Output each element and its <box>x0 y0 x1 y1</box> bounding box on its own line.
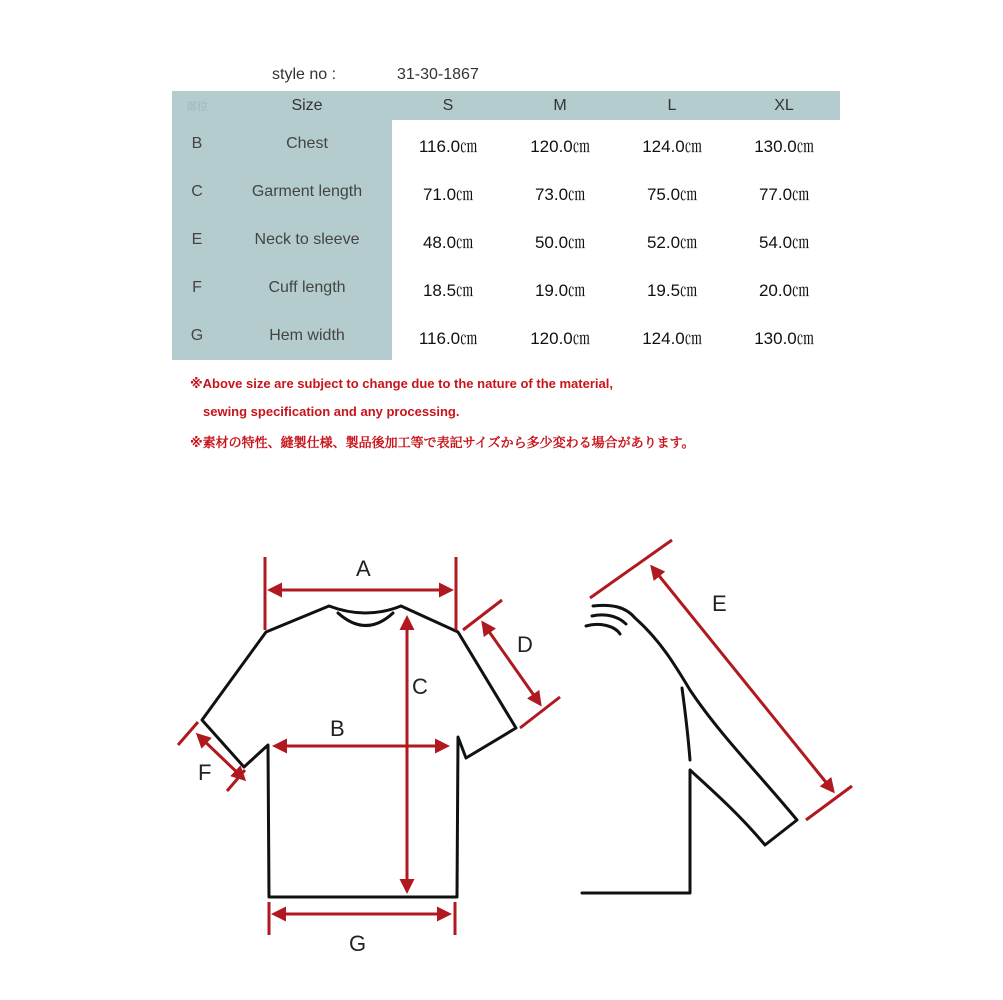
size-note-english-line1: ※Above size are subject to change due to the nature of the material, <box>190 376 613 391</box>
row-value: 120.0㎝ <box>504 120 616 168</box>
label-a: A <box>356 556 371 581</box>
row-name: Cuff length <box>222 264 392 312</box>
measurement-guides <box>178 540 852 935</box>
size-note-japanese: ※素材の特性、縫製仕様、製品後加工等で表記サイズから多少変わる場合があります。 <box>190 435 695 450</box>
style-number-value: 31-30-1867 <box>397 66 479 83</box>
row-value: 48.0㎝ <box>392 216 504 264</box>
table-row <box>172 120 840 168</box>
row-value: 20.0㎝ <box>728 264 840 312</box>
row-value: 71.0㎝ <box>392 168 504 216</box>
row-value: 19.0㎝ <box>504 264 616 312</box>
table-row <box>172 216 840 264</box>
row-code: E <box>172 216 222 264</box>
row-value: 52.0㎝ <box>616 216 728 264</box>
size-header-row <box>172 91 840 120</box>
style-number-label: style no : <box>272 66 337 83</box>
label-d: D <box>517 632 533 657</box>
size-note-english-line2: sewing specification and any processing. <box>203 404 460 419</box>
row-value: 124.0㎝ <box>616 312 728 360</box>
row-value: 116.0㎝ <box>392 120 504 168</box>
row-name: Hem width <box>222 312 392 360</box>
size-l-header: L <box>667 96 677 114</box>
table-row <box>172 264 840 312</box>
label-g: G <box>349 931 367 956</box>
label-e: E <box>712 591 727 616</box>
row-value: 73.0㎝ <box>504 168 616 216</box>
row-name: Chest <box>222 120 392 168</box>
row-value: 75.0㎝ <box>616 168 728 216</box>
tshirt-side-outline <box>582 605 797 893</box>
size-xl-header: XL <box>774 96 794 114</box>
row-name: Garment length <box>222 168 392 216</box>
row-name: Neck to sleeve <box>222 216 392 264</box>
row-value: 130.0㎝ <box>728 120 840 168</box>
size-table <box>172 91 840 360</box>
measurement-diagram <box>0 520 1003 1000</box>
size-s-header: S <box>442 96 454 114</box>
row-value: 130.0㎝ <box>728 312 840 360</box>
row-value: 19.5㎝ <box>616 264 728 312</box>
row-value: 124.0㎝ <box>616 120 728 168</box>
row-code: C <box>172 168 222 216</box>
row-value: 116.0㎝ <box>392 312 504 360</box>
row-value: 120.0㎝ <box>504 312 616 360</box>
row-value: 77.0㎝ <box>728 168 840 216</box>
row-value: 50.0㎝ <box>504 216 616 264</box>
tshirt-front-outline <box>202 606 516 897</box>
table-row <box>172 168 840 216</box>
size-m-header: M <box>553 96 567 114</box>
label-c: C <box>412 674 428 699</box>
row-value: 54.0㎝ <box>728 216 840 264</box>
row-code: F <box>172 264 222 312</box>
row-code: B <box>172 120 222 168</box>
label-b: B <box>330 716 345 741</box>
measurement-arrows <box>198 567 833 914</box>
size-column-header: Size <box>291 96 323 114</box>
row-value: 18.5㎝ <box>392 264 504 312</box>
table-row <box>172 312 840 360</box>
row-code: G <box>172 312 222 360</box>
corner-header: 部位 <box>186 100 208 113</box>
label-f: F <box>198 760 212 785</box>
